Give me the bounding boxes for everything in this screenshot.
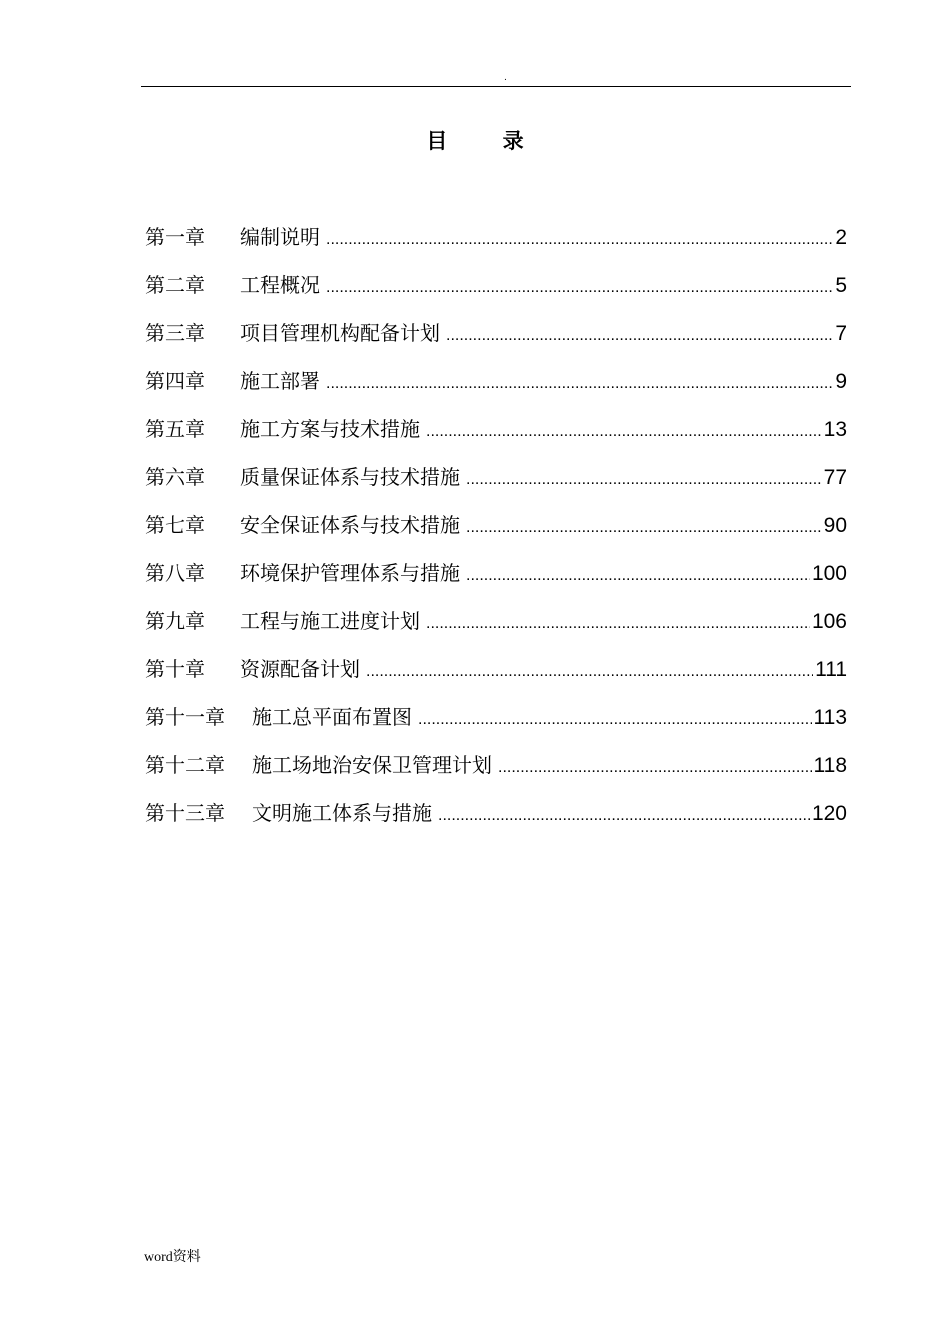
dot-leader [426, 609, 810, 639]
page-number: 106 [811, 610, 847, 633]
header-rule [141, 86, 851, 87]
dot-leader [446, 321, 833, 351]
page-number: 118 [813, 754, 847, 777]
page-number: 77 [823, 466, 847, 489]
page-number: 5 [835, 274, 847, 297]
toc-entry[interactable] [145, 702, 847, 750]
page-number: 113 [813, 706, 847, 729]
chapter-number: 第一章 [145, 225, 205, 249]
page-number: 2 [835, 226, 847, 249]
dot-leader [418, 705, 812, 735]
header-mark: . [504, 73, 507, 83]
chapter-title: 工程与施工进度计划 [240, 609, 420, 633]
chapter-number: 第九章 [145, 609, 205, 633]
chapter-title: 文明施工体系与措施 [252, 801, 432, 825]
dot-leader [438, 801, 810, 831]
dot-leader [466, 465, 822, 495]
chapter-title: 安全保证体系与技术措施 [240, 513, 460, 537]
chapter-title: 质量保证体系与技术措施 [240, 465, 460, 489]
toc-entry[interactable] [145, 318, 847, 366]
toc-entry[interactable] [145, 558, 847, 606]
page-number: 13 [823, 418, 847, 441]
chapter-number: 第六章 [145, 465, 205, 489]
dot-leader [466, 561, 810, 591]
toc-entry[interactable] [145, 366, 847, 414]
toc-entry[interactable] [145, 462, 847, 510]
dot-leader [466, 513, 822, 543]
toc-entry[interactable] [145, 222, 847, 270]
chapter-title: 资源配备计划 [240, 657, 360, 681]
dot-leader [326, 225, 833, 255]
chapter-number: 第八章 [145, 561, 205, 585]
page-number: 7 [835, 322, 847, 345]
chapter-number: 第十章 [145, 657, 205, 681]
dot-leader [498, 753, 812, 783]
chapter-title: 施工方案与技术措施 [240, 417, 420, 441]
chapter-title: 项目管理机构配备计划 [240, 321, 440, 345]
chapter-title: 施工总平面布置图 [252, 705, 412, 729]
chapter-title: 编制说明 [240, 225, 320, 249]
dot-leader [426, 417, 822, 447]
chapter-title: 施工部署 [240, 369, 320, 393]
page-number: 111 [815, 658, 847, 681]
toc-entry[interactable] [145, 510, 847, 558]
footer-note: word资料 [144, 1250, 201, 1265]
chapter-number: 第三章 [145, 321, 205, 345]
dot-leader [366, 657, 813, 687]
dot-leader [326, 273, 833, 303]
dot-leader [326, 369, 833, 399]
toc-title: 目 录 [426, 129, 548, 153]
chapter-title: 环境保护管理体系与措施 [240, 561, 460, 585]
chapter-number: 第十三章 [145, 801, 225, 825]
page-number: 100 [811, 562, 847, 585]
page-number: 9 [835, 370, 847, 393]
page-number: 90 [823, 514, 847, 537]
toc-entry[interactable] [145, 414, 847, 462]
toc-entry[interactable] [145, 750, 847, 798]
toc-entry[interactable] [145, 606, 847, 654]
chapter-title: 工程概况 [240, 273, 320, 297]
chapter-number: 第十二章 [145, 753, 225, 777]
toc-list [145, 222, 847, 846]
chapter-number: 第十一章 [145, 705, 225, 729]
toc-entry[interactable] [145, 654, 847, 702]
toc-entry[interactable] [145, 270, 847, 318]
toc-entry[interactable] [145, 798, 847, 846]
chapter-number: 第二章 [145, 273, 205, 297]
chapter-title: 施工场地治安保卫管理计划 [252, 753, 492, 777]
chapter-number: 第七章 [145, 513, 205, 537]
chapter-number: 第五章 [145, 417, 205, 441]
chapter-number: 第四章 [145, 369, 205, 393]
page-number: 120 [811, 802, 847, 825]
